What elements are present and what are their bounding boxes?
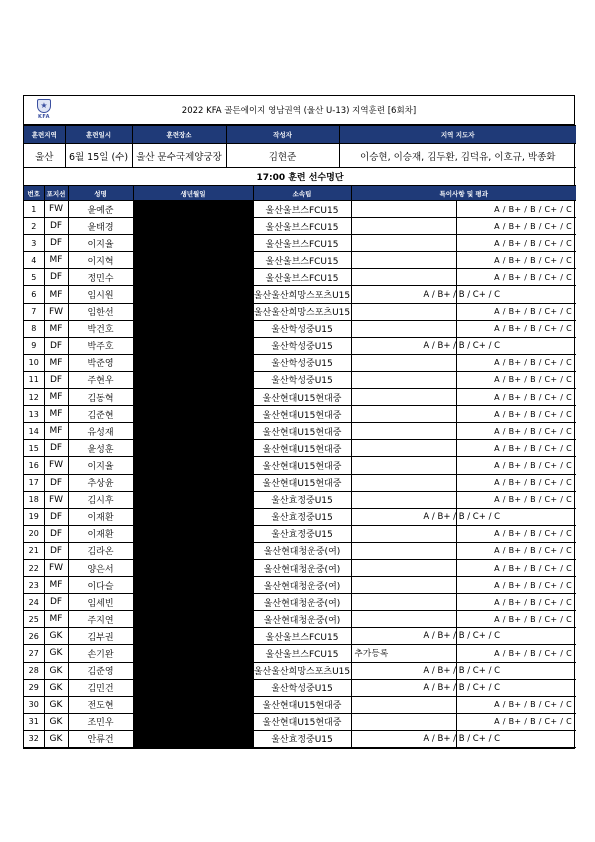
- player-position: MF: [44, 320, 68, 337]
- player-birthdate-redacted: [133, 662, 253, 679]
- table-row: [24, 525, 576, 542]
- player-number: 11: [24, 371, 44, 388]
- player-team: 울산학성중U15: [253, 320, 351, 337]
- player-position: DF: [44, 508, 68, 525]
- table-row: [24, 559, 576, 576]
- info-label-region: 훈련지역: [24, 126, 65, 144]
- player-number: 19: [24, 508, 44, 525]
- player-position: MF: [44, 252, 68, 269]
- player-grade: [351, 628, 576, 645]
- player-name: 김동혁: [68, 389, 133, 406]
- player-number: 32: [24, 730, 44, 747]
- table-row: [24, 423, 576, 440]
- player-grade-scale: A / B+ / B / C+ / C: [494, 375, 572, 385]
- player-grade-scale: A / B+ / B / C+ / C: [494, 255, 572, 265]
- player-grade-scale: A / B+ / B / C+ / C: [494, 597, 572, 607]
- player-team: 울산울브스FCU15: [253, 201, 351, 218]
- player-number: 26: [24, 628, 44, 645]
- col-header-number: 번호: [24, 186, 44, 201]
- player-birthdate-redacted: [133, 679, 253, 696]
- player-grade-scale: A / B+ / B / C+ / C: [423, 289, 501, 300]
- player-grade: [351, 508, 576, 525]
- player-team: 울산효정중U15: [253, 525, 351, 542]
- player-birthdate-redacted: [133, 423, 253, 440]
- player-number: 21: [24, 542, 44, 559]
- player-grade: [351, 662, 576, 679]
- player-grade: [351, 679, 576, 696]
- player-position: DF: [44, 525, 68, 542]
- player-grade: [351, 611, 576, 628]
- player-number: 6: [24, 286, 44, 303]
- info-label-datetime: 훈련일시: [65, 126, 132, 144]
- player-position: FW: [44, 303, 68, 320]
- table-row: [24, 611, 576, 628]
- player-grade: [351, 440, 576, 457]
- player-position: FW: [44, 457, 68, 474]
- player-grade: [351, 337, 576, 354]
- player-grade: [351, 303, 576, 320]
- player-number: 3: [24, 235, 44, 252]
- player-number: 10: [24, 354, 44, 371]
- player-number: 7: [24, 303, 44, 320]
- table-row: [24, 354, 576, 371]
- player-grade-scale: A / B+ / B / C+ / C: [423, 631, 501, 642]
- player-position: MF: [44, 286, 68, 303]
- player-birthdate-redacted: [133, 645, 253, 662]
- player-birthdate-redacted: [133, 235, 253, 252]
- player-number: 27: [24, 645, 44, 662]
- player-grade: [351, 713, 576, 730]
- player-grade: [351, 491, 576, 508]
- player-grade-scale: A / B+ / B / C+ / C: [494, 272, 572, 282]
- player-grade: [351, 269, 576, 286]
- player-grade: [351, 286, 576, 303]
- player-birthdate-redacted: [133, 628, 253, 645]
- player-grade-scale: A / B+ / B / C+ / C: [423, 733, 501, 744]
- player-position: MF: [44, 406, 68, 423]
- player-number: 31: [24, 713, 44, 730]
- player-grade-scale: A / B+ / B / C+ / C: [494, 478, 572, 488]
- player-birthdate-redacted: [133, 406, 253, 423]
- col-header-notes: 특이사항 및 평과: [351, 186, 576, 201]
- player-birthdate-redacted: [133, 354, 253, 371]
- player-name: 윤성훈: [68, 440, 133, 457]
- player-grade: [351, 218, 576, 235]
- col-header-team: 소속팀: [253, 186, 351, 201]
- player-team: 울산학성중U15: [253, 371, 351, 388]
- player-grade-scale: A / B+ / B / C+ / C: [494, 324, 572, 334]
- player-position: DF: [44, 371, 68, 388]
- player-name: 이지혁: [68, 252, 133, 269]
- player-birthdate-redacted: [133, 577, 253, 594]
- player-position: DF: [44, 337, 68, 354]
- player-team: 울산학성중U15: [253, 337, 351, 354]
- player-team: 울산현대U15현대중: [253, 696, 351, 713]
- player-position: GK: [44, 713, 68, 730]
- table-row: [24, 286, 576, 303]
- player-team: 울산울브스FCU15: [253, 235, 351, 252]
- player-birthdate-redacted: [133, 201, 253, 218]
- player-name: 박주호: [68, 337, 133, 354]
- table-row: [24, 696, 576, 713]
- player-number: 16: [24, 457, 44, 474]
- player-number: 29: [24, 679, 44, 696]
- col-header-birthdate: 생년월일: [133, 186, 253, 201]
- table-row: [24, 662, 576, 679]
- table-row: [24, 594, 576, 611]
- player-grade-scale: A / B+ / B / C+ / C: [494, 700, 572, 710]
- table-row: [24, 235, 576, 252]
- player-position: GK: [44, 730, 68, 747]
- player-birthdate-redacted: [133, 389, 253, 406]
- player-name: 전도현: [68, 696, 133, 713]
- table-row: [24, 491, 576, 508]
- player-team: 울산현대U15현대중: [253, 440, 351, 457]
- player-team: 울산학성중U15: [253, 679, 351, 696]
- player-grade: [351, 577, 576, 594]
- table-row: [24, 269, 576, 286]
- player-name: 김라온: [68, 542, 133, 559]
- player-name: 안류건: [68, 730, 133, 747]
- player-team: 울산현대U15현대중: [253, 389, 351, 406]
- player-name: 김부권: [68, 628, 133, 645]
- player-grade: [351, 457, 576, 474]
- player-number: 24: [24, 594, 44, 611]
- player-team: 울산울산희망스포츠U15: [253, 303, 351, 320]
- table-row: [24, 474, 576, 491]
- player-number: 1: [24, 201, 44, 218]
- player-name: 김민건: [68, 679, 133, 696]
- player-grade-scale: A / B+ / B / C+ / C: [494, 495, 572, 505]
- player-number: 17: [24, 474, 44, 491]
- kfa-shield-icon: ★: [37, 99, 51, 113]
- player-position: GK: [44, 696, 68, 713]
- player-birthdate-redacted: [133, 303, 253, 320]
- player-position: MF: [44, 389, 68, 406]
- player-grade: [351, 371, 576, 388]
- player-grade-scale: A / B+ / B / C+ / C: [494, 546, 572, 556]
- player-team: 울산현대청운중(여): [253, 577, 351, 594]
- player-grade-scale: A / B+ / B / C+ / C: [494, 648, 572, 658]
- player-grade-scale: A / B+ / B / C+ / C: [494, 443, 572, 453]
- player-number: 5: [24, 269, 44, 286]
- info-label-venue: 훈련장소: [132, 126, 226, 144]
- table-row: [24, 337, 576, 354]
- player-team: 울산효정중U15: [253, 730, 351, 747]
- player-birthdate-redacted: [133, 730, 253, 747]
- player-position: DF: [44, 474, 68, 491]
- player-number: 4: [24, 252, 44, 269]
- player-team: 울산현대U15현대중: [253, 423, 351, 440]
- player-position: GK: [44, 662, 68, 679]
- player-grade-scale: A / B+ / B / C+ / C: [494, 358, 572, 368]
- player-name: 김준현: [68, 406, 133, 423]
- player-birthdate-redacted: [133, 696, 253, 713]
- player-birthdate-redacted: [133, 440, 253, 457]
- player-grade: [351, 542, 576, 559]
- player-birthdate-redacted: [133, 286, 253, 303]
- player-name: 임세빈: [68, 594, 133, 611]
- player-grade: [351, 525, 576, 542]
- player-name: 이지율: [68, 235, 133, 252]
- player-number: 12: [24, 389, 44, 406]
- player-birthdate-redacted: [133, 559, 253, 576]
- info-venue: 울산 문수국제양궁장: [132, 144, 226, 168]
- player-name: 이지율: [68, 457, 133, 474]
- player-birthdate-redacted: [133, 611, 253, 628]
- player-grade-scale: A / B+ / B / C+ / C: [494, 426, 572, 436]
- player-number: 2: [24, 218, 44, 235]
- player-grade-scale: A / B+ / B / C+ / C: [494, 717, 572, 727]
- player-position: MF: [44, 611, 68, 628]
- player-grade-scale: A / B+ / B / C+ / C: [494, 563, 572, 573]
- player-name: 정민수: [68, 269, 133, 286]
- player-position: MF: [44, 577, 68, 594]
- table-row: [24, 320, 576, 337]
- player-name: 주현우: [68, 371, 133, 388]
- player-team: 울산현대U15현대중: [253, 713, 351, 730]
- player-name: 이재환: [68, 508, 133, 525]
- player-grade: [351, 474, 576, 491]
- player-position: DF: [44, 218, 68, 235]
- table-row: [24, 542, 576, 559]
- player-grade-scale: A / B+ / B / C+ / C: [494, 392, 572, 402]
- table-row: [24, 679, 576, 696]
- document-title: 2022 KFA 골든에이지 영남권역 (울산 U-13) 지역훈련 [6회차]: [181, 106, 417, 116]
- player-grade-scale: A / B+ / B / C+ / C: [494, 460, 572, 470]
- player-birthdate-redacted: [133, 525, 253, 542]
- player-birthdate-redacted: [133, 713, 253, 730]
- player-grade: [351, 423, 576, 440]
- player-grade-scale: A / B+ / B / C+ / C: [494, 307, 572, 317]
- title-row: [24, 96, 574, 125]
- player-grade: [351, 594, 576, 611]
- player-grade-scale: A / B+ / B / C+ / C: [494, 238, 572, 248]
- player-team: 울산울브스FCU15: [253, 252, 351, 269]
- player-team: 울산현대청운중(여): [253, 594, 351, 611]
- player-grade: [351, 730, 576, 747]
- player-position: DF: [44, 542, 68, 559]
- player-name: 유성재: [68, 423, 133, 440]
- player-position: MF: [44, 423, 68, 440]
- player-birthdate-redacted: [133, 320, 253, 337]
- player-number: 23: [24, 577, 44, 594]
- player-position: FW: [44, 559, 68, 576]
- player-name: 임시원: [68, 286, 133, 303]
- player-team: 울산울산희망스포츠U15: [253, 286, 351, 303]
- player-birthdate-redacted: [133, 252, 253, 269]
- player-number: 20: [24, 525, 44, 542]
- player-grade: [351, 201, 576, 218]
- player-name: 손기완: [68, 645, 133, 662]
- table-row: [24, 440, 576, 457]
- player-name: 김준영: [68, 662, 133, 679]
- player-grade-scale: A / B+ / B / C+ / C: [494, 204, 572, 214]
- player-grade-scale: A / B+ / B / C+ / C: [494, 409, 572, 419]
- player-grade: [351, 559, 576, 576]
- player-team: 울산현대U15현대중: [253, 457, 351, 474]
- player-birthdate-redacted: [133, 474, 253, 491]
- player-number: 18: [24, 491, 44, 508]
- table-row: [24, 577, 576, 594]
- player-position: MF: [44, 354, 68, 371]
- player-position: DF: [44, 235, 68, 252]
- table-row: [24, 201, 576, 218]
- training-sheet: [23, 95, 575, 749]
- player-name: 박건호: [68, 320, 133, 337]
- player-team: 울산학성중U15: [253, 354, 351, 371]
- player-name: 임한선: [68, 303, 133, 320]
- player-number: 28: [24, 662, 44, 679]
- player-number: 22: [24, 559, 44, 576]
- player-name: 주지연: [68, 611, 133, 628]
- player-birthdate-redacted: [133, 542, 253, 559]
- player-grade-scale: A / B+ / B / C+ / C: [494, 580, 572, 590]
- player-number: 15: [24, 440, 44, 457]
- player-grade: [351, 389, 576, 406]
- player-team: 울산효정중U15: [253, 508, 351, 525]
- player-grade-scale: A / B+ / B / C+ / C: [494, 614, 572, 624]
- player-name: 이다슬: [68, 577, 133, 594]
- player-birthdate-redacted: [133, 594, 253, 611]
- player-grade: [351, 645, 576, 662]
- player-grade: [351, 354, 576, 371]
- col-header-name: 성명: [68, 186, 133, 201]
- player-grade: [351, 406, 576, 423]
- player-team: 울산현대U15현대중: [253, 474, 351, 491]
- table-row: [24, 406, 576, 423]
- table-row: [24, 645, 576, 662]
- player-number: 14: [24, 423, 44, 440]
- player-birthdate-redacted: [133, 337, 253, 354]
- logo-text: KFA: [37, 114, 51, 120]
- player-team: 울산울브스FCU15: [253, 218, 351, 235]
- col-header-position: 포지션: [44, 186, 68, 201]
- player-team: 울산울브스FCU15: [253, 269, 351, 286]
- player-table: [24, 186, 576, 748]
- info-label-coaches: 지역 지도자: [339, 126, 576, 144]
- player-grade-scale: A / B+ / B / C+ / C: [423, 340, 501, 351]
- player-name: 김시후: [68, 491, 133, 508]
- player-grade-scale: A / B+ / B / C+ / C: [423, 682, 501, 693]
- player-position: FW: [44, 201, 68, 218]
- player-number: 13: [24, 406, 44, 423]
- info-label-author: 작성자: [226, 126, 339, 144]
- table-row: [24, 730, 576, 747]
- table-row: [24, 508, 576, 525]
- player-position: FW: [44, 491, 68, 508]
- player-position: GK: [44, 679, 68, 696]
- info-datetime: 6월 15일 (수): [65, 144, 132, 168]
- player-grade: [351, 320, 576, 337]
- player-remark: 추가등록: [354, 649, 389, 660]
- table-row: [24, 628, 576, 645]
- info-table: [24, 125, 576, 186]
- section-title: 17:00 훈련 선수명단: [24, 168, 576, 186]
- player-grade-scale: A / B+ / B / C+ / C: [423, 665, 501, 676]
- player-team: 울산현대U15현대중: [253, 406, 351, 423]
- table-row: [24, 218, 576, 235]
- player-name: 윤예준: [68, 201, 133, 218]
- player-name: 조민우: [68, 713, 133, 730]
- player-grade-scale: A / B+ / B / C+ / C: [423, 511, 501, 522]
- player-team: 울산울브스FCU15: [253, 645, 351, 662]
- player-grade: [351, 235, 576, 252]
- player-number: 25: [24, 611, 44, 628]
- player-rows: [24, 201, 576, 748]
- table-row: [24, 457, 576, 474]
- player-position: DF: [44, 440, 68, 457]
- player-name: 양은서: [68, 559, 133, 576]
- player-team: 울산울산희망스포츠U15: [253, 662, 351, 679]
- player-name: 추상윤: [68, 474, 133, 491]
- player-birthdate-redacted: [133, 218, 253, 235]
- info-author: 김현준: [226, 144, 339, 168]
- player-number: 8: [24, 320, 44, 337]
- player-grade-scale: A / B+ / B / C+ / C: [494, 529, 572, 539]
- player-team: 울산현대청운중(여): [253, 611, 351, 628]
- player-team: 울산현대청운중(여): [253, 559, 351, 576]
- player-position: GK: [44, 628, 68, 645]
- info-coaches: 이승현, 이승재, 김두환, 김덕유, 이호규, 박종화: [339, 144, 576, 168]
- table-row: [24, 389, 576, 406]
- player-position: DF: [44, 269, 68, 286]
- player-grade-scale: A / B+ / B / C+ / C: [494, 221, 572, 231]
- table-row: [24, 371, 576, 388]
- player-position: DF: [44, 594, 68, 611]
- table-row: [24, 713, 576, 730]
- player-grade: [351, 252, 576, 269]
- info-region: 울산: [24, 144, 65, 168]
- player-team: 울산현대청운중(여): [253, 542, 351, 559]
- player-name: 윤태경: [68, 218, 133, 235]
- player-birthdate-redacted: [133, 269, 253, 286]
- player-position: GK: [44, 645, 68, 662]
- player-name: 이재환: [68, 525, 133, 542]
- player-team: 울산울브스FCU15: [253, 628, 351, 645]
- table-row: [24, 303, 576, 320]
- player-team: 울산효정중U15: [253, 491, 351, 508]
- player-birthdate-redacted: [133, 491, 253, 508]
- player-birthdate-redacted: [133, 457, 253, 474]
- player-grade: [351, 696, 576, 713]
- player-number: 9: [24, 337, 44, 354]
- player-number: 30: [24, 696, 44, 713]
- table-row: [24, 252, 576, 269]
- player-name: 박준영: [68, 354, 133, 371]
- player-birthdate-redacted: [133, 508, 253, 525]
- player-birthdate-redacted: [133, 371, 253, 388]
